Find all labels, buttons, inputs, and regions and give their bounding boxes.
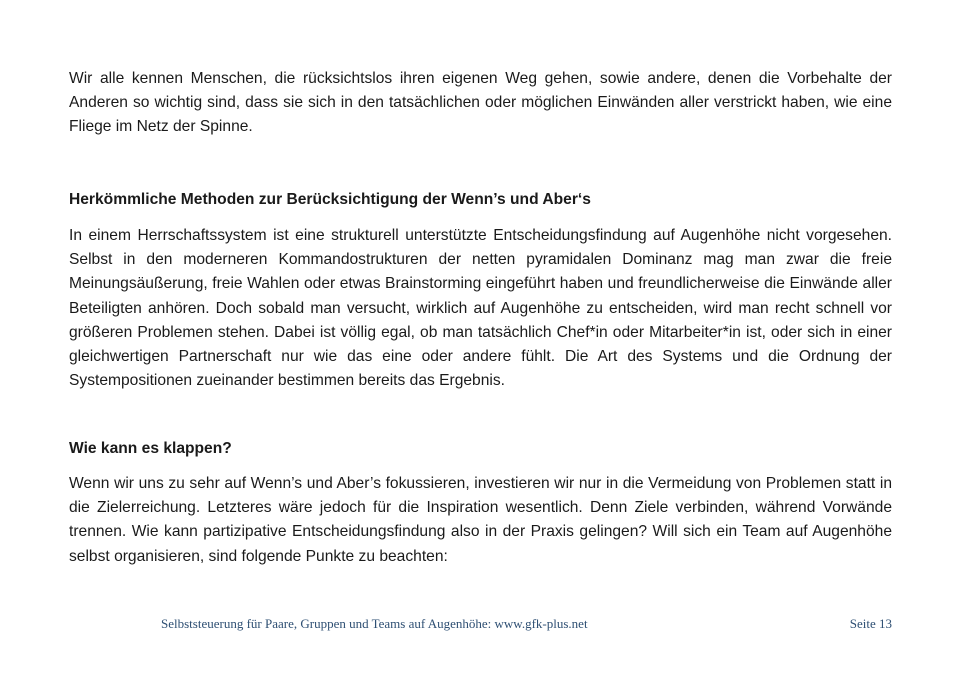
page-number: Seite 13	[849, 616, 892, 631]
section-paragraph-how-it-works: Wenn wir uns zu sehr auf Wenn’s und Aber’s fokussieren, investieren wir nur in die Vermeidung von Problemen statt in die Zielerreichung. Letzteres wäre jedoch für die Inspiration wesentlich. Denn Ziele verbinden, während Vorwände trennen. Wie kann partizipative Entscheidungsfindung also in der Praxis gelingen? Will sich ein Team auf Augenhöhe selbst organisieren, sind folgende Punkte zu beachten:	[69, 475, 892, 565]
intro-paragraph: Wir alle kennen Menschen, die rücksichtslos ihren eigenen Weg gehen, sowie andere, denen die Vorbehalte der Anderen so wichtig sind, dass sie sich in den tatsächlichen oder möglichen Einwänden aller verstrickt haben, wie eine Fliege im Netz der Spinne.	[69, 70, 892, 136]
section-heading-how-it-works: Wie kann es klappen?	[69, 440, 232, 457]
section-heading-conventional-methods: Herkömmliche Methoden zur Berücksichtigung der Wenn’s und Aber‘s	[69, 191, 591, 208]
footer-title: Selbststeuerung für Paare, Gruppen und Teams auf Augenhöhe: www.gfk-plus.net	[161, 616, 588, 631]
section-paragraph-conventional-methods: In einem Herrschaftssystem ist eine strukturell unterstützte Entscheidungsfindung auf Augenhöhe nicht vorgesehen. Selbst in den moderneren Kommandostrukturen der netten pyramidalen Dominanz mag man zwar die freie Meinungsäußerung, freie Wahlen oder etwas Brainstorming eingeführt haben und freundlicherweise die Einwände aller Beteiligten anhören. Doch sobald man versucht, wirklich auf Augenhöhe zu entscheiden, wird man recht schnell vor größeren Problemen stehen. Dabei ist völlig egal, ob man tatsächlich Chef*in oder Mitarbeiter*in ist, oder sich in einer gleichwertigen Partnerschaft nur wie das eine oder andere fühlt. Die Art des Systems und die Ordnung der Systempositionen zueinander bestimmen bereits das Ergebnis.	[69, 227, 892, 390]
